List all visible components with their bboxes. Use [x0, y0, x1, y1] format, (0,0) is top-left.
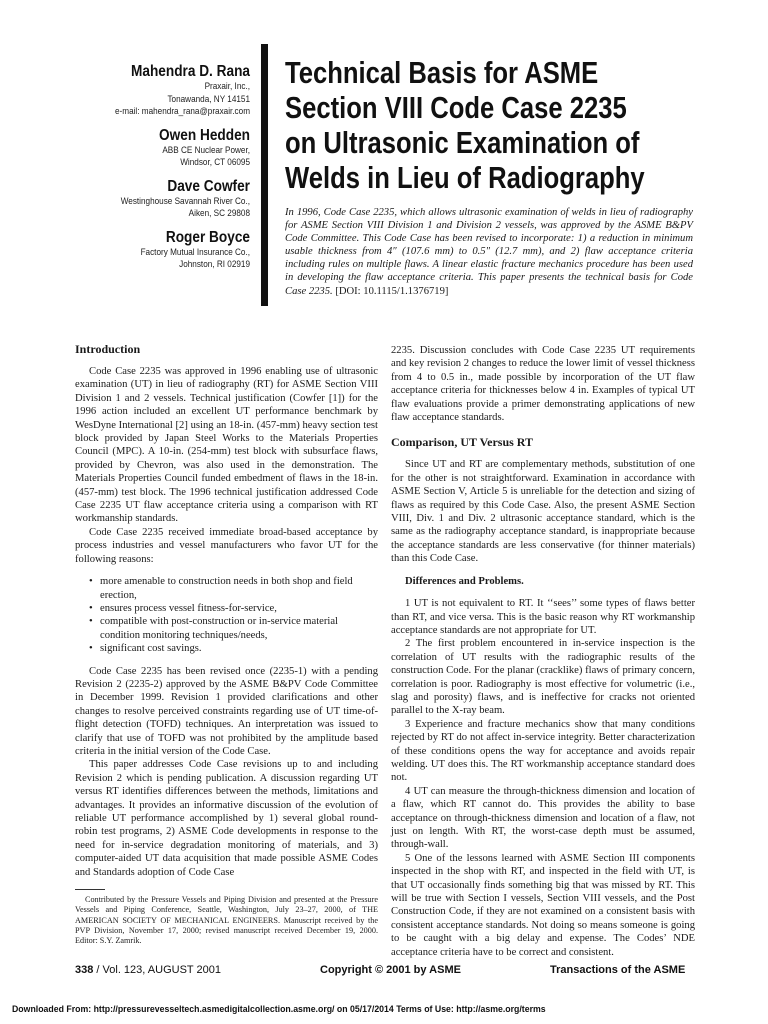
author-affiliation: Factory Mutual Insurance Co.,	[140, 246, 250, 258]
author-email: e-mail: mahendra_rana@praxair.com	[115, 106, 250, 117]
numbered-item: 2 The first problem encountered in in-service inspection is the correlation of UT results with the radiographic results of the construction Code. For the planar (cracklike) flaws of primary concern, correlation is poor. Radiography is most effective for volumetric (i.e., slag and porosity) flaws, and is ineffective for cracks not oriented parallel to the X-ray beam.	[391, 638, 695, 717]
author-name: Owen Hedden	[159, 126, 250, 144]
list-item: • ensures process vessel fitness-for-service,	[75, 602, 378, 615]
copyright-notice: Copyright © 2001 by ASME	[320, 964, 461, 976]
paragraph: Code Case 2235 was approved in 1996 enabling use of ultrasonic examination (UT) in lieu of radiography (RT) for ASME Section VIII Division 1 and 2 vessels. Technical justification (Cowfer [1]) for the 1996 action included an excellent UT performance benchmark by WesDyne International [2] using an 18-in. (457-mm) heavy section test block provided by Japan Steel Works to the Materials Properties Council (MPC). A 10-in. (254-mm) test block with subsurface flaws, provided by Chevron, was also used in the demonstration. The Materials Properties Council funded embedment of flaws in the 18-in. (457-mm) test block. The 1996 technical justification addressed Code Case 2235 UT flaw acceptance criteria using a comparison with RT workmanship standards.	[75, 366, 378, 525]
volume-info: Vol. 123, AUGUST 2001	[102, 964, 221, 976]
author-name: Dave Cowfer	[167, 177, 250, 195]
title-divider-bar	[261, 44, 268, 306]
author-address: Tonawanda, NY 14151	[167, 93, 250, 105]
section-heading-comparison: Comparison, UT Versus RT	[391, 435, 534, 450]
paragraph: 2235. Discussion concludes with Code Case 2235 UT requirements and key revision 2 changes to reduce the lower limit of vessel thickness from 4 to 0.5 in., made possible by incorporation of the UT flaw acceptance criteria for thicknesses below 4 in. Examples of typical UT flaw evaluations provide a primer demonstrating applications of new flaw acceptance standards.	[391, 345, 695, 424]
subsection-heading: Differences and Problems.	[405, 575, 524, 587]
download-notice: Downloaded From: http://pressurevesseltech.asmedigitalcollection.asme.org/ on 05/17/2014 Terms of Use: http://asme.org/terms	[12, 1004, 546, 1015]
list-item: • compatible with post-construction or in-service material condition monitoring techniques/needs,	[75, 615, 378, 642]
author-affiliation: ABB CE Nuclear Power,	[162, 144, 250, 156]
author-address: Windsor, CT 06095	[180, 157, 250, 168]
list-item: • more amenable to construction needs in both shop and field erection,	[75, 575, 378, 602]
section-heading-introduction: Introduction	[75, 342, 141, 356]
abstract-text: In 1996, Code Case 2235, which allows ultrasonic examination of welds in lieu of radiography for ASME Section VIII Division 1 and Division 2 vessels, was approved by the ASME B&PV Code Committee. This Code Case has been revised to incorporate: 1) a reduction in minimum usable thickness from 4″ (107.6 mm) to 0.5″ (12.7 mm), and 2) flaw acceptance criteria including rules on multiple flaws. A linear elastic fracture mechanics procedure has been used in developing the flaw acceptance criteria. This paper presents the technical basis for Code Case 2235.	[285, 207, 693, 297]
author-affiliation: Praxair, Inc.,	[204, 81, 250, 92]
page-number: 338	[75, 964, 94, 976]
author-3	[60, 177, 250, 221]
author-list	[60, 62, 250, 279]
reasons-list	[75, 575, 378, 655]
left-column	[75, 340, 378, 879]
numbered-item: 5 One of the lessons learned with ASME Section III components inspected in the shop with RT, and inspected in the field with UT, is that UT occasionally finds something big that was missed by RT. This will be true with Section I vessels, Section VIII vessels, and the Post Construction Code, if they are not examined on a consistent basis with consistent acceptance standards. Not doing so means someone is going to be caught with a big delay and expense. The Codes’ NDE acceptance criteria have to be correct and consistent.	[391, 852, 695, 958]
doi-link[interactable]: [DOI: 10.1115/1.1376719]	[335, 285, 449, 297]
footnote-rule	[75, 889, 105, 890]
author-4	[60, 228, 250, 272]
numbered-item: 3 Experience and fracture mechanics show that many conditions rejected by RT do not affect in-service integrity. Better characterization of these conditions opens the way for acceptance and avoids repair welding. UT does this. The RT workmanship acceptance standard does not.	[391, 718, 695, 784]
author-affiliation: Westinghouse Savannah River Co.,	[120, 195, 250, 207]
author-name: Mahendra D. Rana	[130, 63, 250, 80]
paragraph: Code Case 2235 has been revised once (2235-1) with a pending Revision 2 (2235-2) approved by the ASME B&PV Code Committee in December 1999. Revision 1 provided clarifications and other changes to resolve perceived constraints regarding use of UT time-of-flight detection (TOFD) techniques. An interpretation was issued to clarify that use of TOFD was not prohibited by the amplitude based criteria in the initial version of the Code Case.	[75, 665, 378, 757]
footnote: Contributed by the Pressure Vessels and Piping Division and presented at the Pressure Vessels and Piping Conference, Seattle, Washington, July 23–27, 2000, of THE AMERICAN SOCIETY OF MECHANICAL ENGINEERS. Manuscript received by the PVP Division, November 17, 2000; revised manuscript received December 19, 2000. Editor: S.Y. Zamrik.	[75, 895, 378, 946]
paragraph: This paper addresses Code Case revisions up to and including Revision 2 which is pending publication. A discussion regarding UT versus RT identifies differences between the methods, limitations and advantages. It provides an informative discussion of the evolution of reliable UT performance accomplished by 1) several global round-robin test programs, 2) ASME Code developments in response to the need for in-service degradation monitoring of materials, and 3) computer-aided UT data acquisition that made possible ASME Codes and Standards adoption of Code Case	[75, 759, 378, 878]
paragraph: Since UT and RT are complementary methods, substitution of one for the other is not straightforward. Examination in accordance with ASME Section V, Article 5 is unreliable for the detection and sizing of flaws as required by this Code Case. Also, the present ASME Section VIII, Div. 1 and Div. 2 ultrasonic acceptance standard, which is the same as the radiography acceptance standard, is inappropriate because the acceptance standards are less conservative (for thinner materials) than this Code Case.	[391, 459, 695, 565]
author-2	[60, 126, 250, 170]
author-1	[60, 62, 250, 119]
list-item: • significant cost savings.	[75, 642, 378, 655]
journal-name: Transactions of the ASME	[550, 964, 686, 976]
author-address: Johnston, RI 02919	[179, 259, 250, 270]
author-address: Aiken, SC 29808	[188, 208, 250, 219]
numbered-item: 4 UT can measure the through-thickness dimension and location of a flaw, which RT cannot do. This provides the ability to base acceptance on through-thickness dimension and location of a flaw, not just on length. With RT, the worst-case depth must be assumed, through-wall.	[391, 785, 695, 851]
numbered-item: 1 UT is not equivalent to RT. It ‘‘sees’’ some types of flaws better than RT, and vice versa. This is the basic reason why RT workmanship acceptance standards are not appropriate for UT.	[391, 598, 695, 636]
right-column	[391, 344, 695, 959]
author-name: Roger Boyce	[165, 228, 250, 246]
footer-separator: /	[93, 964, 103, 976]
paragraph: Code Case 2235 received immediate broad-based acceptance by process industries and vessel manufacturers who favor UT for the following reasons:	[75, 526, 378, 565]
abstract	[285, 206, 693, 298]
paper-title: Technical Basis for ASME Section VIII Code Case 2235 on Ultrasonic Examination of Welds in Lieu of Radiography	[285, 56, 645, 195]
footer-page-info	[75, 964, 221, 976]
